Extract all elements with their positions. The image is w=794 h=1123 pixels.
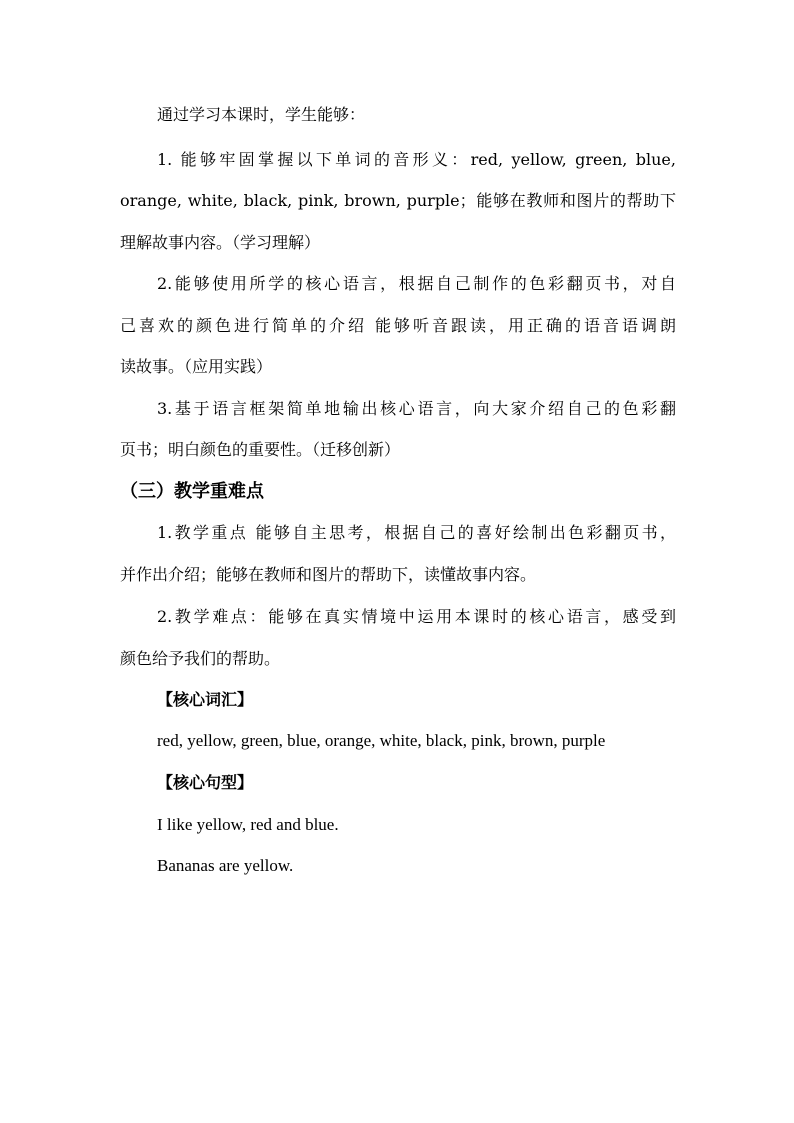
objective-3-line-1: 3.基于语言框架简单地输出核心语言，向大家介绍自己的色彩翻 bbox=[157, 399, 676, 418]
objective-3-line-2: 页书；明白颜色的重要性。（迁移创新） bbox=[120, 440, 401, 459]
intro-text: 通过学习本课时，学生能够： bbox=[157, 105, 366, 124]
key-point-line-1: 1.教学重点 能够自主思考，根据自己的喜好绘制出色彩翻页书， bbox=[157, 523, 676, 542]
core-sentence-1: I like yellow, red and blue. bbox=[157, 815, 339, 834]
objective-1-line-1: 1. 能够牢固掌握以下单词的音形义：red, yellow, green, blue, bbox=[157, 150, 676, 169]
difficult-point-line-2: 颜色给予我们的帮助。 bbox=[120, 649, 281, 668]
key-point-line-2: 并作出介绍；能够在教师和图片的帮助下，读懂故事内容。 bbox=[120, 565, 537, 584]
core-vocab-words: red, yellow, green, blue, orange, white, black, pink, brown, purple bbox=[157, 731, 606, 750]
core-sentences-label: 【核心句型】 bbox=[157, 773, 254, 792]
objective-1-line-2: orange, white, black, pink, brown, purple；能够在教师和图片的帮助下 bbox=[120, 191, 676, 210]
core-sentence-2: Bananas are yellow. bbox=[157, 856, 294, 875]
objective-1-line-3: 理解故事内容。（学习理解） bbox=[120, 233, 321, 252]
core-vocab-label: 【核心词汇】 bbox=[157, 690, 254, 709]
section-heading: （三）教学重难点 bbox=[120, 481, 264, 502]
objective-2-line-3: 读故事。（应用实践） bbox=[120, 357, 273, 376]
difficult-point-line-1: 2.教学难点：能够在真实情境中运用本课时的核心语言，感受到 bbox=[157, 607, 676, 626]
objective-2-line-1: 2.能够使用所学的核心语言，根据自己制作的色彩翻页书，对自 bbox=[157, 274, 676, 293]
objective-2-line-2: 己喜欢的颜色进行简单的介绍 能够听音跟读，用正确的语音语调朗 bbox=[120, 316, 676, 335]
